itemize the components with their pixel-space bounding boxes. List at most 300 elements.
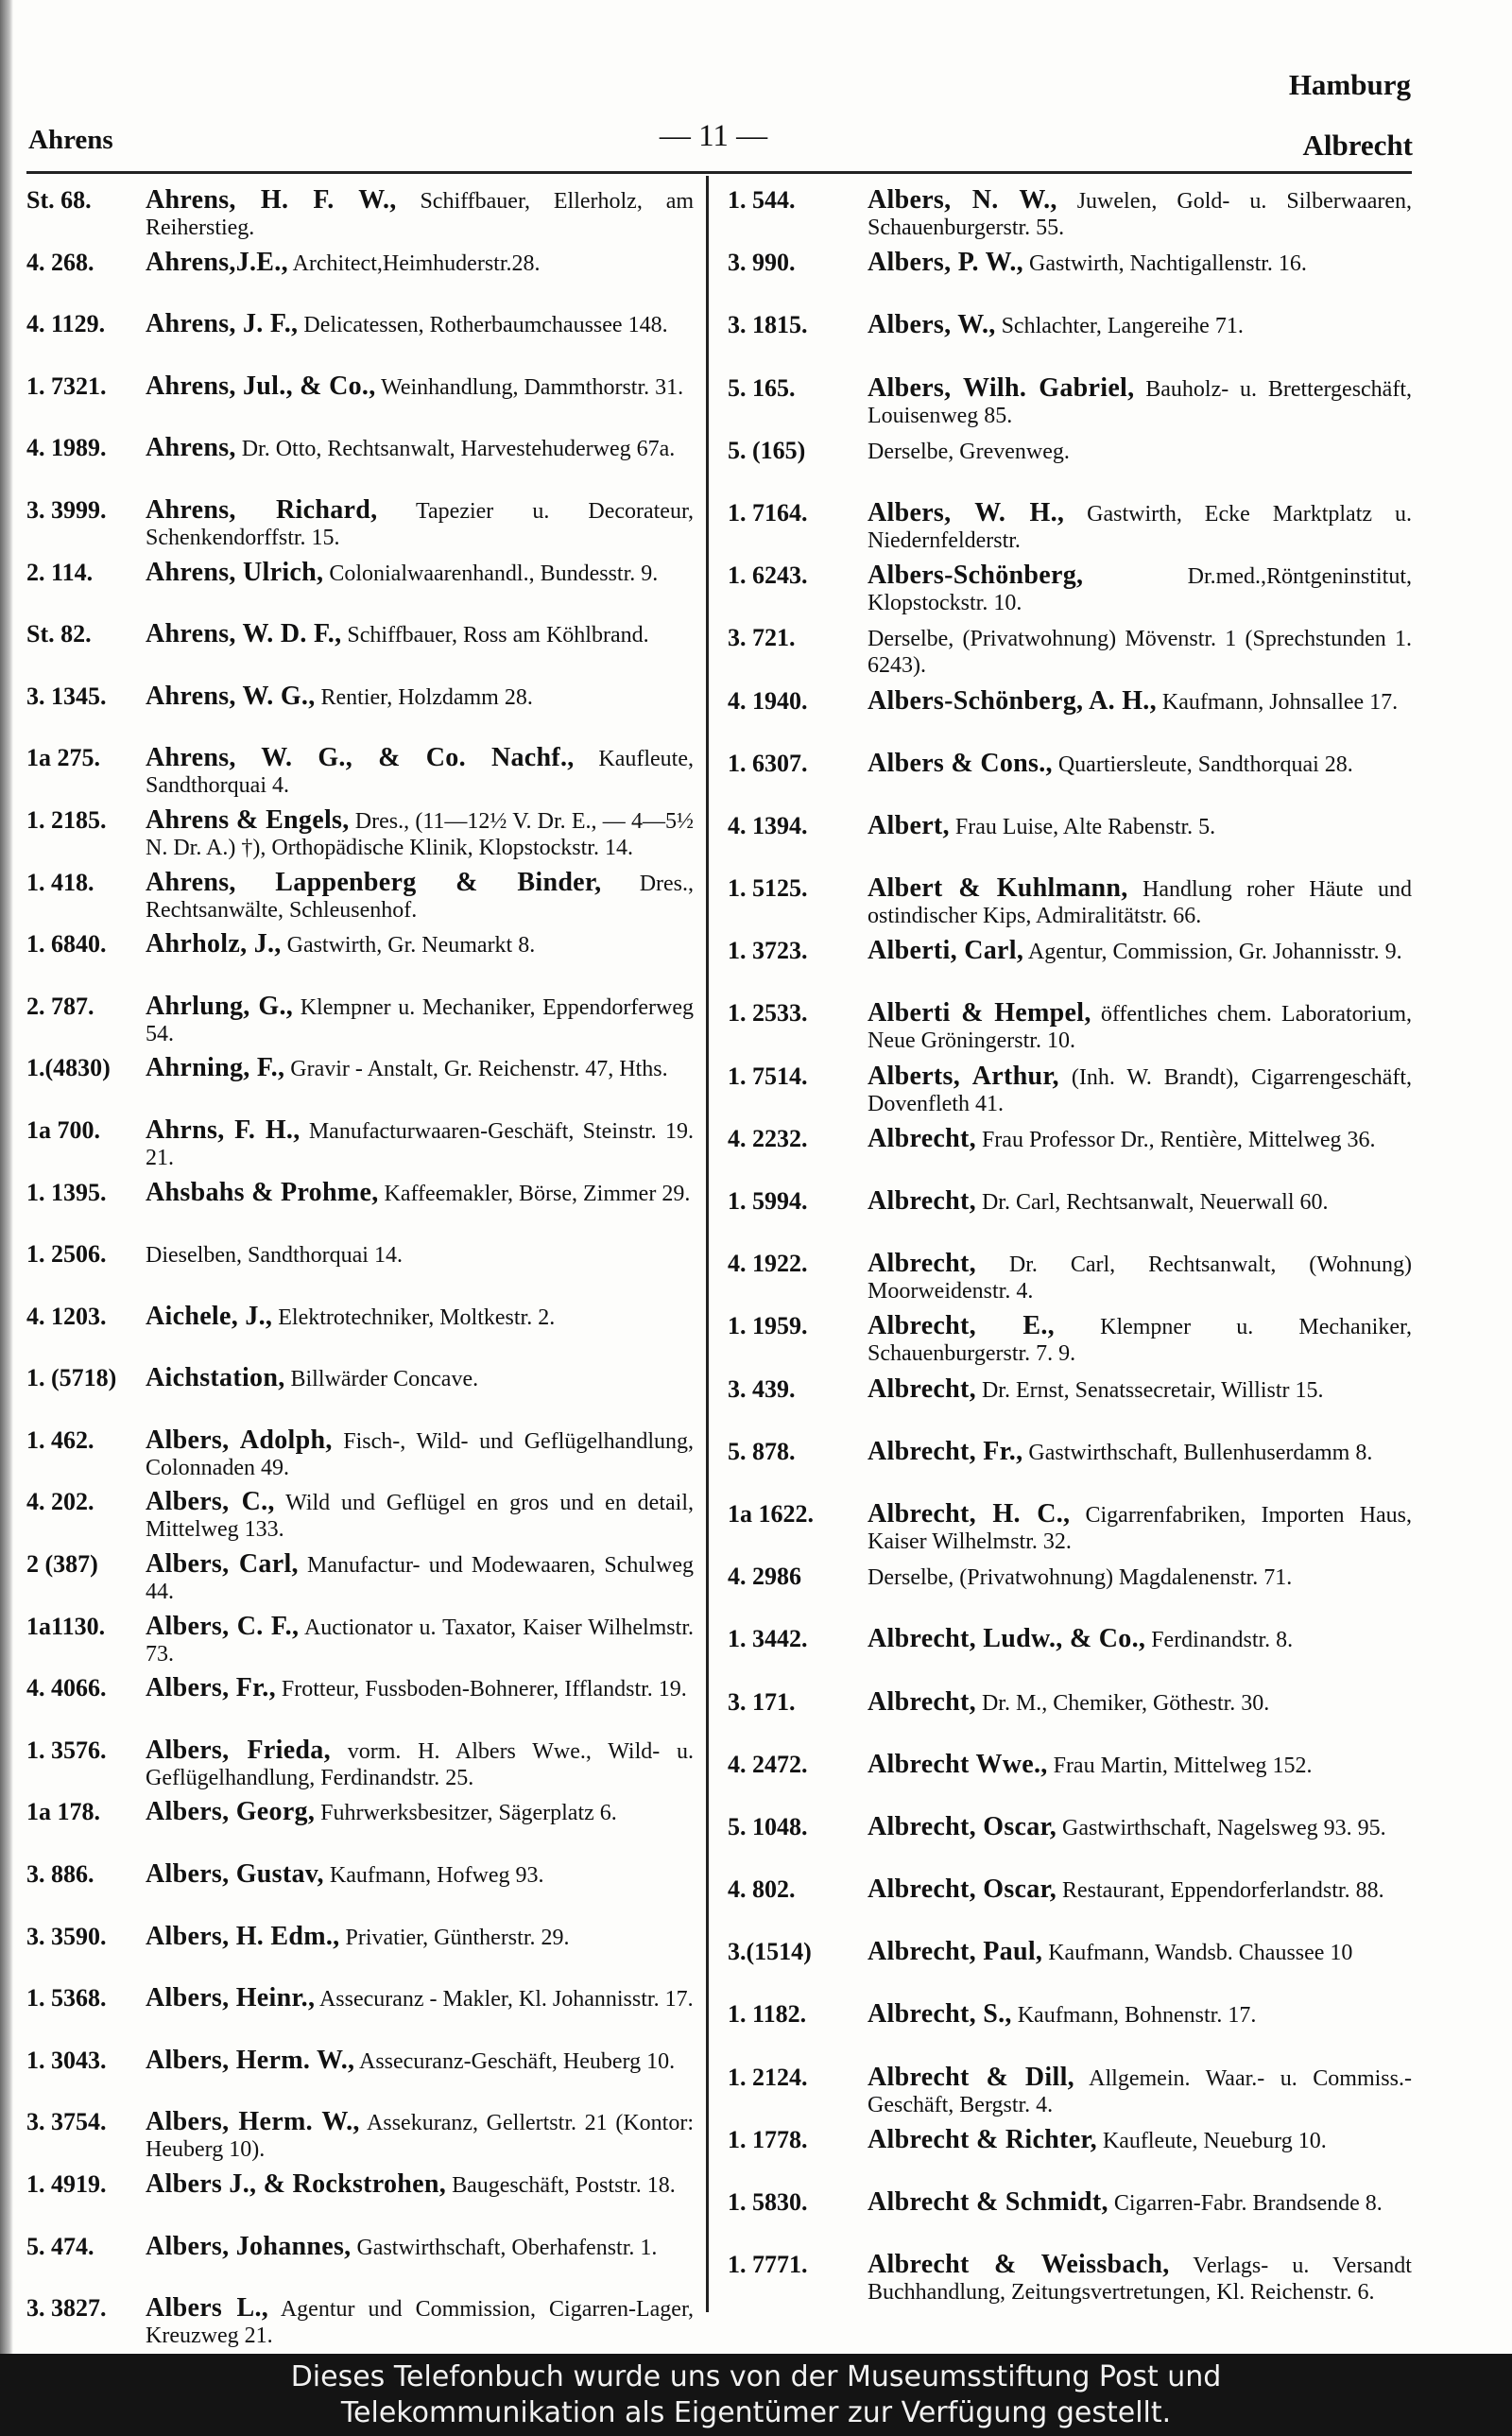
- phone-number: 1a 275.: [26, 744, 100, 772]
- entry-name: Ahrlung, G.,: [146, 991, 294, 1021]
- entry-details: Frau Luise, Alte Rabenstr. 5.: [954, 814, 1216, 839]
- header-city: Hamburg: [1288, 68, 1411, 101]
- directory-entry: [728, 2001, 1412, 2064]
- directory-entry: [26, 2171, 694, 2234]
- phone-number: 1. 6307.: [728, 749, 808, 777]
- entry-body: [140, 187, 694, 241]
- entry-name: Ahrens, J. F.,: [146, 309, 299, 339]
- entry-details: öffentliches chem. Laboratorium, Neue Gröningerstr. 10.: [868, 1002, 1412, 1054]
- entry-name: Aichstation,: [146, 1363, 285, 1393]
- phone-number: 1. 1395.: [26, 1178, 107, 1206]
- entry-details: Juwelen, Gold- u. Silberwaaren, Schauenburgerstr. 55.: [868, 189, 1413, 240]
- entry-body: [140, 494, 694, 551]
- entry-body: [140, 1985, 694, 2013]
- entry-body: [140, 1611, 694, 1667]
- phone-number: 1. 2533.: [728, 999, 808, 1028]
- directory-entry: [728, 625, 1412, 687]
- column-divider: [706, 176, 709, 2312]
- entry-details: Elektrotechniker, Moltkestr. 2.: [278, 1304, 556, 1330]
- directory-entry: [728, 1686, 1412, 1752]
- directory-entry: [26, 1301, 694, 1366]
- entry-name: Ahrens, H. F. W.,: [146, 185, 397, 215]
- directory-entry: [728, 497, 1413, 562]
- entry-details: Fuhrwerksbesitzer, Sägerplatz 6.: [320, 1801, 617, 1826]
- entry-name: Alberti & Hempel,: [868, 998, 1091, 1028]
- entry-body: [140, 1301, 694, 1331]
- entry-body: [140, 247, 694, 277]
- phone-number: 1. 6840.: [26, 930, 107, 959]
- entry-name: Albers L.,: [146, 2293, 269, 2324]
- entry-name: Albrecht, Paul,: [868, 1937, 1043, 1967]
- entry-body: [140, 1177, 694, 1207]
- entry-name: Albers, N. W.,: [868, 185, 1057, 215]
- page-binding-edge: [0, 0, 13, 2354]
- entry-details: Kaufmann, Wandsb. Chaussee 10: [1048, 1941, 1353, 1966]
- entry-name: Albers, Herm. W.,: [146, 2107, 360, 2137]
- entry-details: Schlachter, Langereihe 71.: [1001, 314, 1244, 339]
- entry-name: Albrecht,: [868, 1186, 976, 1216]
- directory-entry: [728, 1811, 1412, 1876]
- entry-body: [862, 438, 1412, 465]
- entry-name: Albers, Wilh. Gabriel,: [868, 372, 1135, 403]
- entry-details: Architect,Heimhuderstr.28.: [292, 251, 541, 276]
- entry-body: [140, 1055, 694, 1082]
- phone-number: 4. 1922.: [728, 1250, 808, 1278]
- phone-number: 1. 7164.: [728, 498, 808, 527]
- entry-body: [862, 1749, 1412, 1779]
- entry-details: Derselbe, Grevenweg.: [868, 439, 1070, 464]
- entry-body: [862, 1313, 1412, 1367]
- entry-details: Verlags- u. Versandt Buchhandlung, Zeitungsvertretungen, Kl. Reichenstr. 6.: [868, 2254, 1412, 2306]
- entry-body: [862, 1436, 1412, 1466]
- entry-name: Albers, C. F.,: [146, 1611, 300, 1641]
- entry-details: Gastwirthschaft, Nagelsweg 93. 95.: [1062, 1815, 1386, 1840]
- entry-name: Ahrens,: [146, 433, 236, 463]
- entry-details: Dr. Carl, Rechtsanwalt, Neuerwall 60.: [981, 1190, 1329, 1215]
- entry-name: Ahrens, Jul., & Co.,: [146, 371, 376, 401]
- entry-details: Allgemein. Waar.- u. Commiss.-Geschäft, Bergstr. 4.: [868, 2065, 1412, 2117]
- entry-name: Albers, H. Edm.,: [146, 1921, 340, 1951]
- phone-number: 2. 787.: [26, 992, 94, 1020]
- entry-body: [140, 1675, 694, 1702]
- entry-details: Baugeschäft, Poststr. 18.: [452, 2173, 676, 2198]
- entry-body: [140, 804, 695, 861]
- entry-name: Alberti, Carl,: [868, 936, 1024, 966]
- entry-body: [140, 2295, 694, 2349]
- phone-number: 4. 1203.: [26, 1302, 107, 1330]
- directory-entry: [728, 1251, 1412, 1313]
- entry-body: [140, 1921, 694, 1951]
- phone-number: 1. 5994.: [728, 1187, 808, 1215]
- phone-number: 1a 178.: [26, 1798, 100, 1826]
- directory-entry: [26, 931, 694, 993]
- entry-details: Agentur, Commission, Gr. Johannisstr. 9.: [1027, 940, 1402, 965]
- entry-body: [862, 1939, 1412, 1966]
- entry-body: [140, 1737, 694, 1791]
- phone-number: 5. 165.: [728, 373, 796, 402]
- directory-entry: [26, 1114, 694, 1180]
- entry-body: [862, 1564, 1412, 1591]
- directory-entry: [728, 1564, 1412, 1626]
- phone-number: 1. 2506.: [26, 1240, 107, 1269]
- phone-number: 1. 7321.: [26, 371, 107, 400]
- phone-number: 1. 1182.: [728, 2000, 807, 2029]
- entry-body: [862, 372, 1412, 429]
- phone-number: 3. 721.: [728, 624, 796, 652]
- entry-body: [140, 1799, 694, 1826]
- entry-name: Albers-Schönberg, A. H.,: [868, 685, 1157, 716]
- directory-entry: [728, 685, 1412, 751]
- entry-details: Bauholz- u. Brettergeschäft, Louisenweg 85.: [868, 376, 1412, 428]
- entry-body: [862, 562, 1412, 616]
- entry-name: Ahrens, Lappenberg & Binder,: [146, 867, 602, 897]
- entry-body: [140, 1365, 694, 1392]
- phone-number: 1. 1778.: [728, 2125, 808, 2153]
- entry-body: [862, 810, 1412, 840]
- archive-footer: [0, 2354, 1512, 2436]
- entry-body: [140, 1114, 694, 1171]
- entry-name: Albrecht,: [868, 1249, 976, 1279]
- entry-body: [862, 748, 1412, 778]
- entry-body: [862, 1188, 1412, 1216]
- directory-entry: [728, 1498, 1413, 1564]
- phone-number: 1. 7771.: [728, 2251, 808, 2279]
- phone-number: 1. 3576.: [26, 1736, 107, 1764]
- directory-entry: [26, 1427, 694, 1490]
- entry-body: [862, 1626, 1412, 1653]
- directory-entry: [26, 557, 694, 622]
- phone-number: 3. 1345.: [26, 682, 107, 710]
- phone-number: 4. 268.: [26, 248, 94, 276]
- entry-body: [140, 683, 694, 711]
- directory-entry: [26, 1737, 694, 1800]
- entry-body: [140, 311, 694, 338]
- entry-details: Assekuranz, Gellertstr. 21 (Kontor: Heuberg 10).: [146, 2111, 694, 2163]
- phone-number: 5. 474.: [26, 2232, 94, 2260]
- entry-name: Ahrens, W. D. F.,: [146, 619, 342, 649]
- phone-number: 3. 1815.: [728, 311, 808, 339]
- entry-name: Alberts, Arthur,: [868, 1061, 1059, 1091]
- entry-body: [862, 685, 1412, 716]
- phone-number: 1. 2124.: [728, 2063, 808, 2091]
- entry-body: [140, 1241, 694, 1269]
- phone-number: 1. 3043.: [26, 2046, 107, 2074]
- entry-body: [862, 1373, 1412, 1404]
- entry-name: Albers, Georg,: [146, 1797, 316, 1827]
- entry-details: Agentur und Commission, Cigarren-Lager, Kreuzweg 21.: [146, 2297, 694, 2349]
- directory-entry: [26, 311, 694, 373]
- directory-entry: [26, 683, 694, 746]
- entry-name: Albrecht & Weissbach,: [868, 2250, 1170, 2280]
- phone-number: 1. 7514.: [728, 1062, 808, 1090]
- entry-body: [140, 2231, 694, 2261]
- directory-entry: [728, 748, 1412, 813]
- phone-number: 4. 2232.: [728, 1124, 808, 1152]
- phone-number: 1. 4919.: [26, 2170, 107, 2198]
- directory-entry: [26, 1861, 694, 1924]
- phone-number: 3. 3999.: [26, 495, 107, 524]
- entry-name: Albert & Kuhlmann,: [868, 873, 1128, 904]
- directory-entry: [26, 1055, 694, 1117]
- entry-name: Ahrens, Richard,: [146, 494, 378, 525]
- directory-entry: [26, 1551, 694, 1614]
- entry-body: [862, 2062, 1412, 2118]
- entry-body: [862, 1251, 1412, 1304]
- directory-entry: [26, 2109, 694, 2171]
- entry-name: Albers J., & Rockstrohen,: [146, 2169, 447, 2199]
- entry-details: Gravir - Anstalt, Gr. Reichenstr. 47, Hths.: [290, 1057, 668, 1082]
- entry-body: [140, 557, 694, 587]
- directory-entry: [26, 1177, 694, 1242]
- phone-number: 4. 802.: [728, 1875, 796, 1904]
- entry-details: Auctionator u. Taxator, Kaiser Wilhelmstr. 73.: [146, 1615, 694, 1667]
- directory-entry: [728, 1123, 1412, 1188]
- entry-details: Tapezier u. Decorateur, Schenkendorffstr. 15.: [146, 498, 694, 550]
- entry-name: Ahrens,J.E.,: [146, 247, 288, 277]
- directory-entry: [26, 1921, 694, 1986]
- entry-details: Gastwirthschaft, Oberhafenstr. 1.: [356, 2235, 658, 2260]
- entry-body: [862, 1686, 1412, 1717]
- entry-name: Albrecht,: [868, 1123, 976, 1153]
- directory-entry: [728, 250, 1412, 312]
- phone-number: 3. 990.: [728, 249, 796, 277]
- directory-entry: [728, 1876, 1412, 1939]
- directory-entry: [26, 1985, 694, 2047]
- entry-name: Albers, Gustav,: [146, 1859, 324, 1890]
- entry-details: Klempner u. Mechaniker, Eppendorferweg 54.: [146, 994, 694, 1046]
- entry-details: Derselbe, (Privatwohnung) Magdalenenstr. 71.: [868, 1565, 1293, 1591]
- entry-details: Delicatessen, Rotherbaumchaussee 148.: [303, 313, 668, 338]
- entry-name: Albert,: [868, 810, 950, 840]
- entry-body: [862, 2189, 1412, 2217]
- phone-number: 1. 544.: [728, 186, 796, 214]
- directory-entry: [728, 938, 1412, 1000]
- directory-entry: [26, 1799, 694, 1861]
- directory-entry: [728, 2252, 1412, 2314]
- phone-number: 4. 202.: [26, 1488, 94, 1516]
- entry-body: [862, 250, 1412, 277]
- entry-body: [862, 875, 1412, 929]
- entry-name: Albers, Fr.,: [146, 1673, 276, 1703]
- directory-entry: [728, 2062, 1412, 2127]
- phone-number: 1. 6243.: [728, 561, 808, 590]
- entry-body: [140, 2109, 694, 2163]
- entry-details: Dr.med.,Röntgeninstitut, Klopstockstr. 10.: [868, 564, 1412, 616]
- entry-details: Cigarren-Fabr. Brandsende 8.: [1113, 2191, 1383, 2216]
- entry-details: Cigarrenfabriken, Importen Haus, Kaiser Wilhelmstr. 32.: [868, 1502, 1413, 1554]
- entry-details: Kaufleute, Neueburg 10.: [1102, 2128, 1327, 2153]
- entry-name: Albrecht & Schmidt,: [868, 2187, 1108, 2217]
- entry-body: [140, 867, 695, 924]
- directory-entry: [728, 1749, 1412, 1814]
- entry-body: [140, 931, 694, 959]
- directory-entry: [728, 1188, 1412, 1251]
- phone-number: 1. 3723.: [728, 937, 808, 965]
- directory-entry: [728, 1436, 1412, 1501]
- directory-entry: [26, 2295, 694, 2358]
- entry-details: Frau Martin, Mittelweg 152.: [1053, 1753, 1313, 1778]
- entry-name: Albers-Schönberg,: [868, 561, 1084, 591]
- directory-entry: [728, 1373, 1412, 1439]
- directory-entry: [728, 875, 1412, 938]
- entry-details: Dieselben, Sandthorquai 14.: [146, 1243, 403, 1269]
- entry-details: Kaffeemakler, Börse, Zimmer 29.: [384, 1181, 691, 1206]
- entry-name: Albrecht & Dill,: [868, 2062, 1074, 2092]
- phone-number: 4. 1129.: [26, 310, 106, 338]
- entry-name: Albrecht,: [868, 1686, 976, 1717]
- entry-name: Albrecht,: [868, 1373, 976, 1404]
- directory-entry: [26, 804, 695, 870]
- phone-number: 1. 5125.: [728, 874, 808, 903]
- directory-entry: [728, 372, 1412, 438]
- entry-body: [140, 435, 694, 462]
- entry-details: Fisch-, Wild- und Geflügelhandlung, Colonnaden 49.: [146, 1428, 694, 1480]
- entry-details: Weinhandlung, Dammthorstr. 31.: [381, 374, 684, 400]
- entry-body: [140, 745, 694, 799]
- entry-name: Albers, Adolph,: [146, 1425, 333, 1455]
- entry-details: Assecuranz-Geschäft, Heuberg 10.: [359, 2048, 676, 2074]
- directory-entry: [26, 187, 694, 250]
- entry-body: [862, 1123, 1412, 1153]
- phone-number: 1a 700.: [26, 1115, 100, 1144]
- entry-name: Albers & Cons.,: [868, 748, 1053, 778]
- entry-name: Ahsbahs & Prohme,: [146, 1177, 379, 1207]
- phone-number: 1a1130.: [26, 1612, 106, 1640]
- entry-details: (Inh. W. Brandt), Cigarrengeschäft, Dovenfleth 41.: [868, 1064, 1413, 1116]
- entry-body: [862, 2252, 1412, 2306]
- entry-details: Frau Professor Dr., Rentière, Mittelweg 36.: [981, 1127, 1376, 1152]
- entry-name: Ahrning, F.,: [146, 1053, 285, 1083]
- phone-number: 4. 1394.: [728, 811, 808, 839]
- left-column: [26, 187, 694, 2358]
- directory-entry: [728, 312, 1412, 374]
- entry-details: Ferdinandstr. 8.: [1151, 1628, 1294, 1653]
- phone-number: St. 68.: [26, 186, 92, 214]
- phone-number: 3. 171.: [728, 1687, 796, 1716]
- directory-entry: [26, 1365, 694, 1427]
- entry-details: Dr. Carl, Rechtsanwalt, (Wohnung) Moorweidenstr. 4.: [868, 1253, 1413, 1304]
- footer-line-2: Telekommunikation als Eigentümer zur Verfügung gestellt.: [340, 2396, 1172, 2429]
- phone-number: 3. 439.: [728, 1374, 796, 1403]
- entry-body: [140, 1861, 694, 1889]
- entry-name: Albrecht, Ludw., & Co.,: [868, 1624, 1146, 1654]
- phone-number: 1. 5368.: [26, 1984, 107, 2013]
- entry-name: Albers, W. H.,: [868, 497, 1065, 527]
- header-last-entry: Albrecht: [1302, 129, 1413, 162]
- entry-body: [862, 2001, 1412, 2029]
- phone-number: 1. 3442.: [728, 1625, 808, 1653]
- entry-name: Albrecht, H. C.,: [868, 1498, 1071, 1529]
- phone-number: 5. 878.: [728, 1437, 796, 1465]
- entry-details: Privatier, Güntherstr. 29.: [345, 1925, 570, 1950]
- entry-details: Kaufmann, Hofweg 93.: [329, 1863, 544, 1889]
- phone-number: 4. 4066.: [26, 1674, 107, 1702]
- entry-details: Colonialwaarenhandl., Bundesstr. 9.: [329, 561, 659, 586]
- entry-body: [862, 2124, 1412, 2154]
- entry-body: [862, 1063, 1412, 1117]
- directory-entry: [728, 1063, 1412, 1126]
- directory-entry: [728, 562, 1412, 625]
- directory-entry: [26, 2231, 694, 2296]
- footer-line-1: Dieses Telefonbuch wurde uns von der Museumsstiftung Post und: [290, 2360, 1222, 2393]
- entry-details: Rentier, Holzdamm 28.: [320, 684, 533, 710]
- entry-details: Dr. M., Chemiker, Göthestr. 30.: [981, 1690, 1270, 1716]
- entry-name: Albrecht, Oscar,: [868, 1811, 1057, 1841]
- entry-body: [862, 625, 1412, 679]
- phone-number: St. 82.: [26, 620, 92, 648]
- entry-body: [140, 2047, 694, 2075]
- entry-details: Dr. Ernst, Senatssecretair, Willistr 15.: [981, 1377, 1324, 1403]
- entry-details: Schiffbauer, Ross am Köhlbrand.: [347, 623, 649, 648]
- phone-number: 3. 886.: [26, 1860, 94, 1889]
- entry-details: Manufacturwaaren-Geschäft, Steinstr. 19. 21.: [146, 1118, 694, 1170]
- directory-entry: [728, 187, 1412, 250]
- entry-name: Aichele, J.,: [146, 1301, 273, 1331]
- directory-entry: [26, 993, 694, 1056]
- right-column: [728, 187, 1412, 2314]
- entry-details: Handlung roher Häute und ostindischer Kips, Admiralitätstr. 66.: [868, 877, 1413, 929]
- entry-body: [862, 938, 1412, 965]
- phone-number: 1. 2185.: [26, 805, 107, 834]
- directory-entry: [26, 1611, 694, 1676]
- entry-details: Gastwirth, Nachtigallenstr. 16.: [1028, 251, 1307, 277]
- entry-body: [140, 1551, 694, 1605]
- directory-entry: [728, 810, 1412, 875]
- directory-entry: [728, 1313, 1412, 1375]
- entry-details: Derselbe, (Privatwohnung) Mövenstr. 1 (Sprechstunden 1. 6243).: [868, 627, 1412, 679]
- entry-name: Albers, C.,: [146, 1487, 275, 1517]
- entry-details: Dres., (11—12½ V. Dr. E., — 4—5½ N. Dr. A.) †), Orthopädische Klinik, Klopstockstr. 14.: [146, 808, 695, 860]
- directory-entry: [26, 435, 694, 497]
- phone-number: 2. 114.: [26, 558, 94, 586]
- entry-details: Quartiersleute, Sandthorquai 28.: [1057, 752, 1353, 777]
- entry-body: [862, 1876, 1412, 1904]
- entry-details: Assecuranz - Makler, Kl. Johannisstr. 17.: [318, 1987, 694, 2013]
- phone-number: 3. 3827.: [26, 2294, 107, 2323]
- phone-number: 1. (5718): [26, 1364, 117, 1392]
- entry-name: Albrecht, S.,: [868, 1999, 1012, 2030]
- directory-entry: [728, 2189, 1412, 2252]
- phone-number: 5. (165): [728, 436, 806, 464]
- phone-number: 4. 2986: [728, 1563, 801, 1591]
- phone-number: 2 (387): [26, 1550, 98, 1579]
- entry-body: [862, 187, 1412, 241]
- phone-number: 3.(1514): [728, 1938, 812, 1966]
- entry-details: Schiffbauer, Ellerholz, am Reiherstieg.: [146, 189, 695, 240]
- entry-body: [140, 1427, 694, 1481]
- entry-name: Albers, Carl,: [146, 1549, 299, 1580]
- entry-details: Gastwirth, Ecke Marktplatz u. Niedernfelderstr.: [868, 501, 1413, 553]
- entry-body: [862, 312, 1412, 339]
- header-first-entry: Ahrens: [28, 125, 113, 155]
- entry-name: Albers, Frieda,: [146, 1735, 331, 1765]
- entry-name: Albrecht, Oscar,: [868, 1875, 1057, 1905]
- entry-details: Gastwirthschaft, Bullenhuserdamm 8.: [1028, 1440, 1373, 1465]
- phone-number: 1. 5830.: [728, 2188, 808, 2216]
- phone-number: 4. 2472.: [728, 1750, 808, 1778]
- phone-number: 1a 1622.: [728, 1499, 814, 1528]
- entry-details: Kaufleute, Sandthorquai 4.: [146, 747, 694, 799]
- directory-entry: [728, 1000, 1412, 1063]
- directory-entry: [26, 494, 694, 560]
- entry-details: Dres., Rechtsanwälte, Schleusenhof.: [146, 871, 695, 923]
- phone-number: 3. 3754.: [26, 2108, 107, 2136]
- entry-name: Albrecht Wwe.,: [868, 1749, 1048, 1779]
- entry-name: Ahrens & Engels,: [146, 804, 350, 835]
- entry-details: Klempner u. Mechaniker, Schauenburgerstr. 7. 9.: [868, 1315, 1412, 1367]
- entry-name: Ahrens, W. G.,: [146, 681, 316, 711]
- directory-entry: [728, 1939, 1412, 2001]
